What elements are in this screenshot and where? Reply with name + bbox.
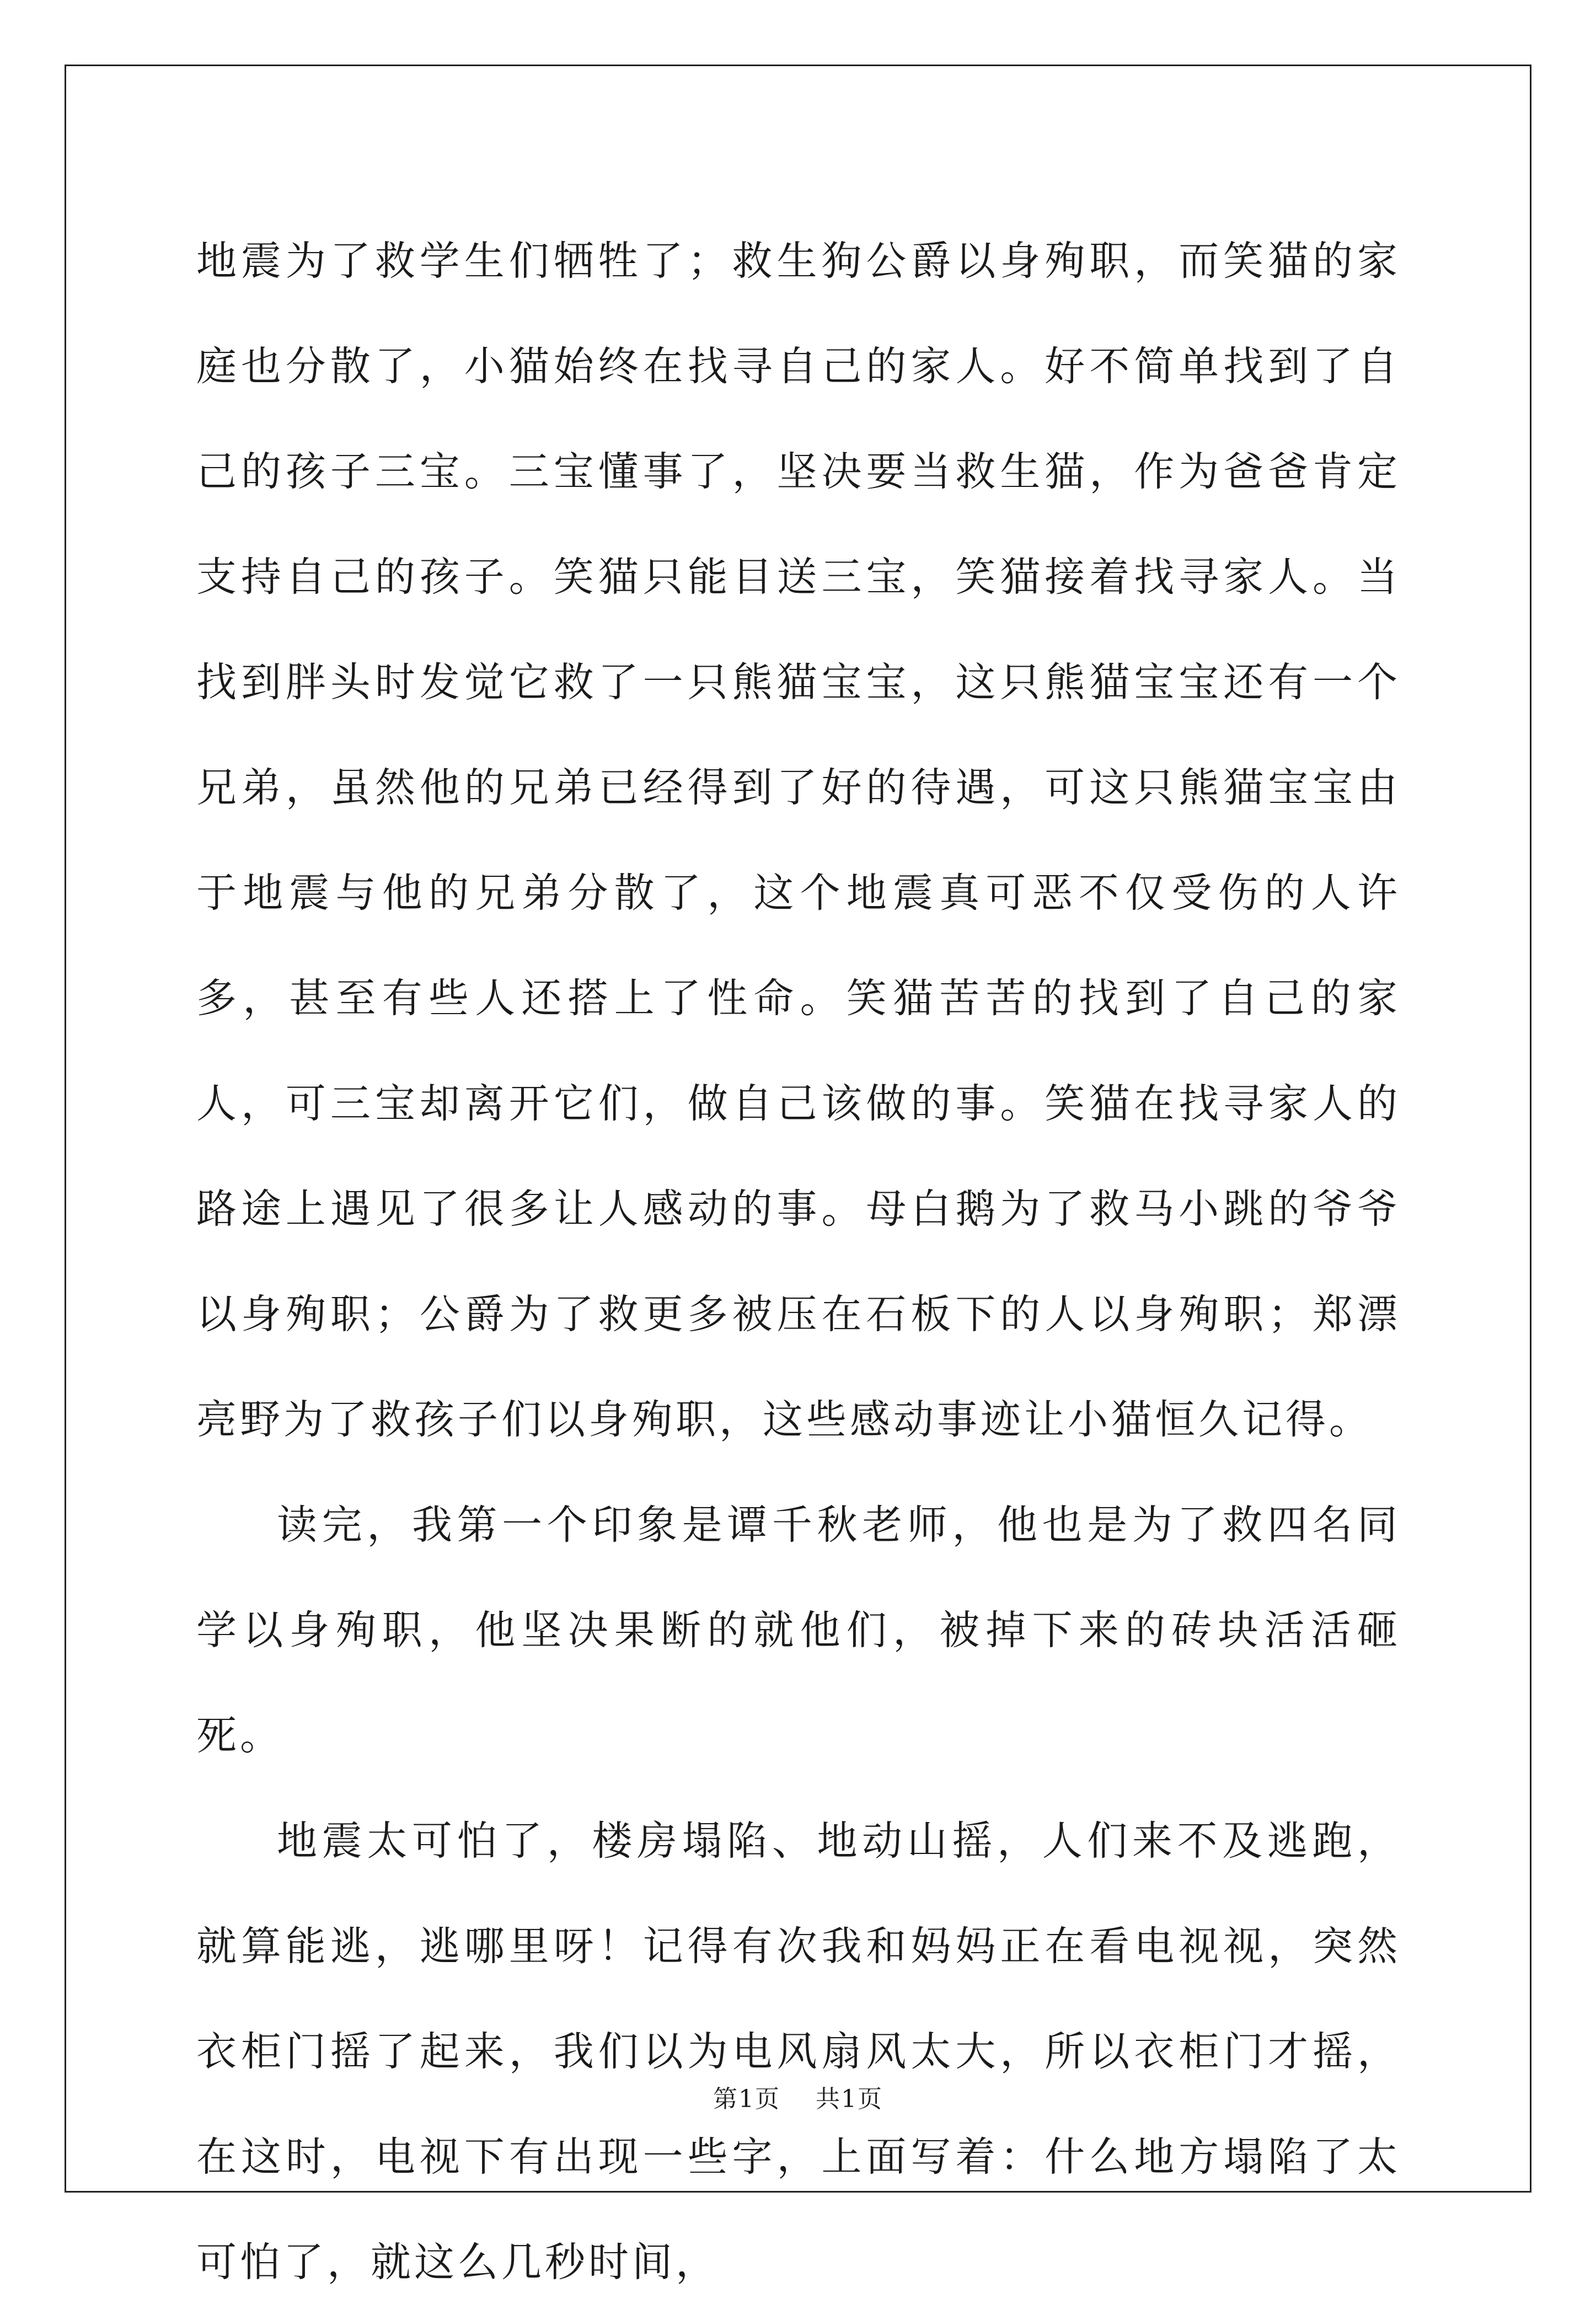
page-total: 共1页 [815,2085,883,2113]
paragraph-2: 读完，我第一个印象是谭千秋老师，他也是为了救四名同学以身殉职，他坚决果断的就他们，被掉下来的砖块活活砸死。 [196,1502,1401,1759]
document-body [196,208,1401,2315]
paragraph-1: 地震为了救学生们牺牲了；救生狗公爵以身殉职，而笑猫的家庭也分散了，小猫始终在找寻自己的家人。好不简单找到了自己的孩子三宝。三宝懂事了，坚决要当救生猫，作为爸爸肯定支持自己的孩子。笑猫只能目送三宝，笑猫接着找寻家人。当找到胖头时发觉它救了一只熊猫宝宝，这只熊猫宝宝还有一个兄弟，虽然他的兄弟已经得到了好的待遇，可这只熊猫宝宝由于地震与他的兄弟分散了，这个地震真可恶不仅受伤的人许多，甚至有些人还搭上了性命。笑猫苦苦的找到了自己的家人，可三宝却离开它们，做自己该做的事。笑猫在找寻家人的路途上遇见了很多让人感动的事。母白鹅为了救马小跳的爷爷以身殉职；公爵为了救更多被压在石板下的人以身殉职；郑漂亮野为了救孩子们以身殉职，这些感动事迹让小猫恒久记得。 [196,238,1401,1443]
paragraph-3: 地震太可怕了，楼房塌陷、地动山摇，人们来不及逃跑，就算能逃，逃哪里呀！记得有次我和妈妈正在看电视视，突然衣柜门摇了起来，我们以为电风扇风太大，所以衣柜门才摇，在这时，电视下有出现一些字，上面写着：什么地方塌陷了太可怕了，就这么几秒时间， [196,1818,1401,2286]
page-footer [0,2079,1596,2114]
page-number: 第1页 [713,2085,781,2113]
footer-gap [780,2085,816,2113]
